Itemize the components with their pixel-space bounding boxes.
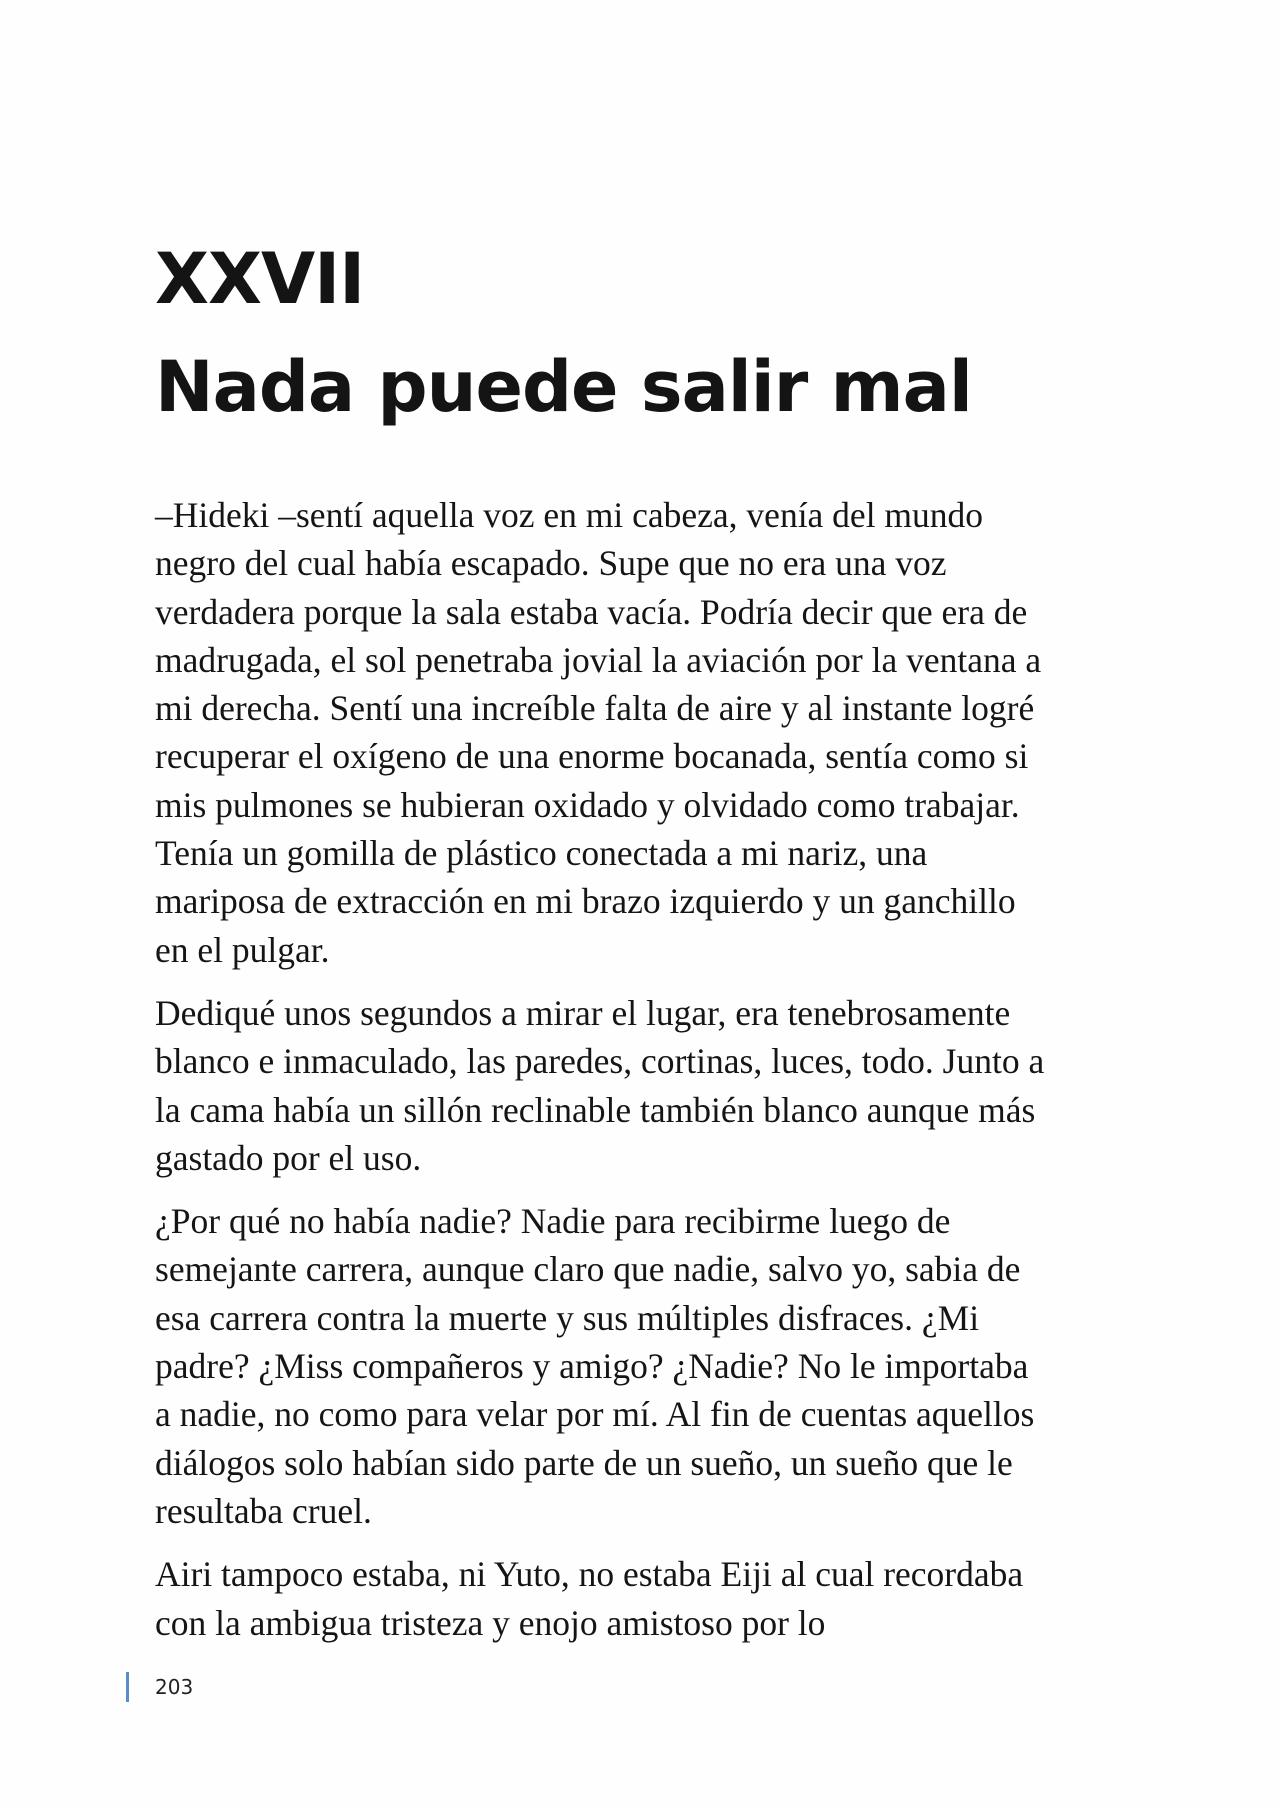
text-line: la cama había un sillón reclinable también blanco aunque más (155, 1089, 1036, 1130)
text-line: Tenía un gomilla de plástico conectada a mi nariz, una (155, 833, 928, 874)
paragraph (155, 989, 1135, 1182)
text-line: blanco e inmaculado, las paredes, cortinas, luces, todo. Junto a (155, 1041, 1045, 1082)
text-line: diálogos solo habían sido parte de un sueño, un sueño que le (155, 1442, 1013, 1483)
text-line: madrugada, el sol penetraba jovial la aviación por la ventana a (155, 639, 1042, 680)
text-line: resultaba cruel. (155, 1490, 372, 1531)
text-line: en el pulgar. (155, 929, 330, 970)
text-line: mis pulmones se hubieran oxidado y olvidado como trabajar. (155, 784, 1020, 825)
text-line: esa carrera contra la muerte y sus múltiples disfraces. ¿Mi (155, 1297, 980, 1338)
chapter-title: Nada puede salir mal (155, 346, 972, 428)
text-line: Dediqué unos segundos a mirar el lugar, era tenebrosamente (155, 992, 1011, 1033)
chapter-number: XXVII (155, 238, 365, 320)
text-line: mi derecha. Sentí una increíble falta de aire y al instante logré (155, 688, 1035, 729)
text-line: verdadera porque la sala estaba vacía. Podría decir que era de (155, 591, 1028, 632)
page-number: 203 (155, 1675, 194, 1699)
text-line: padre? ¿Miss compañeros y amigo? ¿Nadie? No le importaba (155, 1346, 1029, 1387)
text-line: Airi tampoco estaba, ni Yuto, no estaba Eiji al cual recordaba (155, 1554, 1024, 1595)
text-line: negro del cual había escapado. Supe que no era una voz (155, 543, 947, 584)
page-footer (126, 1672, 193, 1702)
footer-rule (126, 1672, 129, 1702)
text-line: a nadie, no como para velar por mí. Al fin de cuentas aquellos (155, 1394, 1035, 1435)
paragraph (155, 1550, 1135, 1647)
paragraph (155, 1197, 1135, 1535)
chapter-heading (155, 225, 1155, 441)
text-line: mariposa de extracción en mi brazo izquierdo y un ganchillo (155, 881, 1016, 922)
text-line: ¿Por qué no había nadie? Nadie para recibirme luego de (155, 1201, 951, 1242)
body-text (155, 491, 1135, 1662)
text-line: gastado por el uso. (155, 1137, 422, 1178)
text-line: con la ambigua tristeza y enojo amistoso por lo (155, 1602, 826, 1643)
paragraph (155, 491, 1135, 974)
text-line: –Hideki –sentí aquella voz en mi cabeza, venía del mundo (155, 495, 984, 535)
text-line: recuperar el oxígeno de una enorme bocanada, sentía como si (155, 736, 1029, 777)
text-line: semejante carrera, aunque claro que nadie, salvo yo, sabia de (155, 1249, 1021, 1290)
